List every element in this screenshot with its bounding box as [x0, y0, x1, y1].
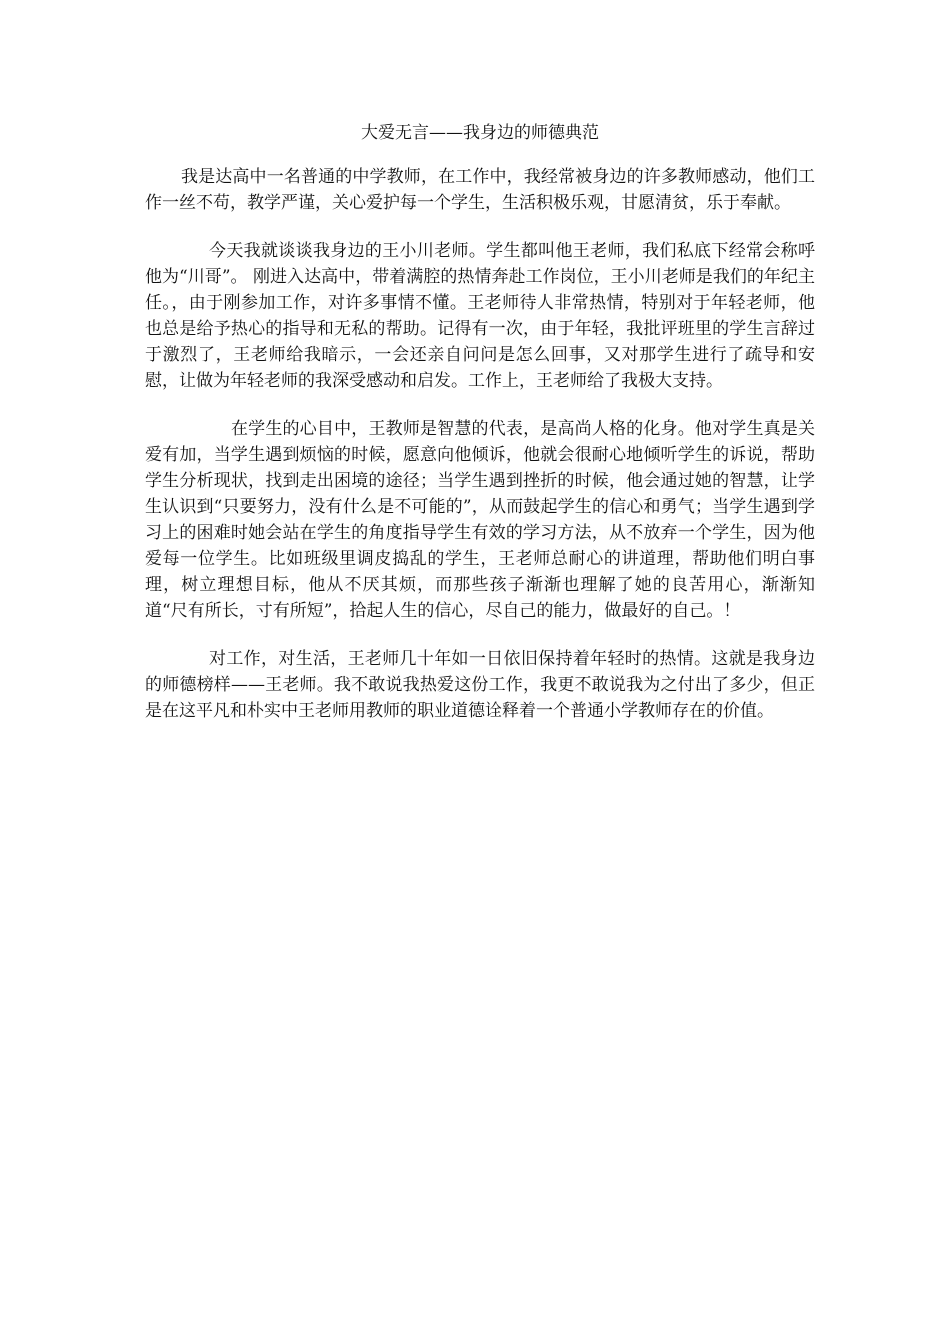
document-page — [145, 120, 815, 746]
document-title: 大爱无言——我身边的师德典范 — [361, 123, 599, 143]
paragraph-teacher-intro: 今天我就谈谈我身边的王小川老师。学生都叫他王老师，我们私底下经常会称呼他为“川哥”。 刚进入达高中，带着满腔的热情奔赴工作岗位，王小川老师是我们的年纪主任。，由于刚参加工作，对许多事情不懂。王老师待人非常热情，特别对于年轻老师，他也总是给予热心的指导和无私的帮助。记得有一次，由于年轻，我批评班里的学生言辞过于激烈了，王老师给我暗示，一会还亲自问问是怎么回事，又对那学生进行了疏导和安慰，让做为年轻老师的我深受感动和启发。工作上，王老师给了我极大支持。 — [145, 241, 815, 391]
paragraph-conclusion: 对工作，对生活，王老师几十年如一日依旧保持着年轻时的热情。这就是我身边的师德榜样——王老师。我不敢说我热爱这份工作，我更不敢说我为之付出了多少，但正是在这平凡和朴实中王老师用教师的职业道德诠释着一个普通小学教师存在的价值。 — [145, 649, 815, 721]
paragraph-intro: 我是达高中一名普通的中学教师，在工作中，我经常被身边的许多教师感动，他们工作一丝不苟，教学严谨，关心爱护每一个学生，生活积极乐观，甘愿清贫，乐于奉献。 — [145, 167, 815, 213]
paragraph-student-view: 在学生的心目中，王教师是智慧的代表，是高尚人格的化身。他对学生真是关爱有加，当学生遇到烦恼的时候，愿意向他倾诉，他就会很耐心地倾听学生的诉说，帮助学生分析现状，找到走出困境的途径；当学生遇到挫折的时候，他会通过她的智慧，让学生认识到“只要努力，没有什么是不可能的”，从而鼓起学生的信心和勇气；当学生遇到学习上的困难时她会站在学生的角度指导学生有效的学习方法，从不放弃一个学生，因为他爱每一位学生。比如班级里调皮捣乱的学生，王老师总耐心的讲道理，帮助他们明白事理，树立理想目标，他从不厌其烦，而那些孩子渐渐也理解了她的良苦用心，渐渐知道“尺有所长，寸有所短”，拾起人生的信心，尽自己的能力，做最好的自己。！ — [145, 419, 815, 621]
